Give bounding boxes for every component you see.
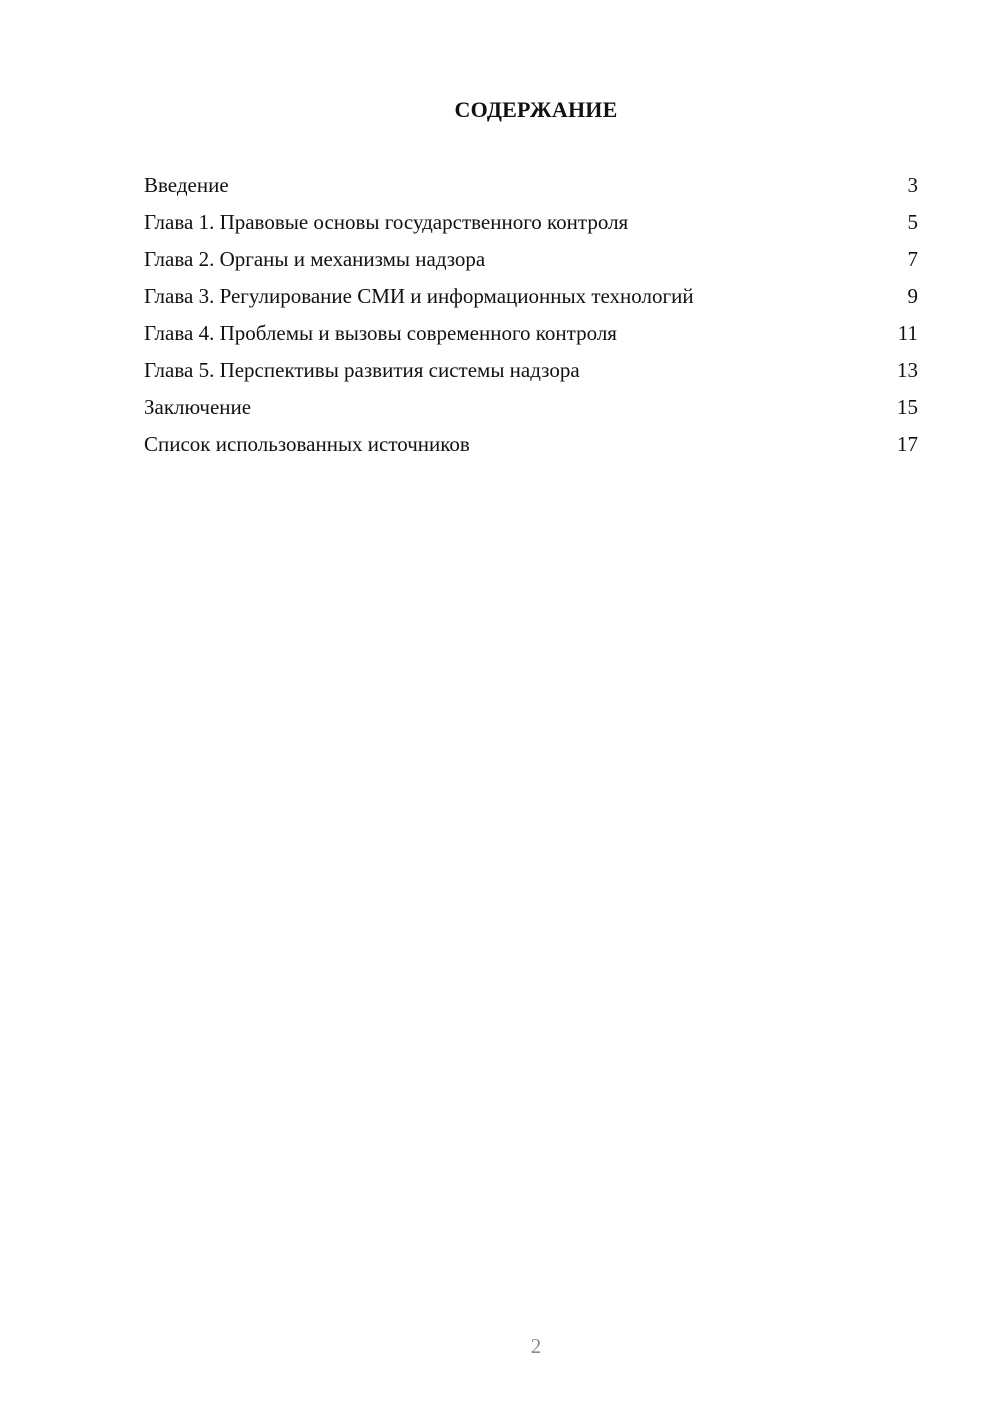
toc-entry-references bbox=[144, 429, 918, 466]
toc-entry-label: Список использованных источников bbox=[144, 432, 470, 456]
toc-entry-label: Глава 2. Органы и механизмы надзора bbox=[144, 247, 486, 271]
toc-entry-chapter-4 bbox=[144, 318, 918, 355]
toc-entry-label: Глава 1. Правовые основы государственного контроля bbox=[144, 210, 629, 234]
toc-entry-page: 11 bbox=[897, 321, 918, 345]
toc-entry-chapter-5 bbox=[144, 355, 918, 392]
toc-entry-page: 7 bbox=[907, 247, 918, 271]
toc-entry-introduction bbox=[144, 170, 918, 207]
toc-entry-label: Глава 3. Регулирование СМИ и информационных технологий bbox=[144, 284, 694, 308]
toc-heading: СОДЕРЖАНИЕ bbox=[454, 97, 618, 122]
toc-entry-page: 13 bbox=[897, 358, 918, 382]
toc-entry-page: 5 bbox=[907, 210, 918, 234]
toc-entry-label: Глава 5. Перспективы развития системы надзора bbox=[144, 358, 580, 382]
toc-entry-chapter-1 bbox=[144, 207, 918, 244]
toc-entry-label: Введение bbox=[144, 173, 229, 197]
toc-entry-chapter-3 bbox=[144, 281, 918, 318]
page-number: 2 bbox=[530, 1334, 542, 1358]
toc-entry-conclusion bbox=[144, 392, 918, 429]
table-of-contents bbox=[144, 170, 918, 466]
toc-entry-page: 9 bbox=[907, 284, 918, 308]
toc-entry-chapter-2 bbox=[144, 244, 918, 281]
toc-entry-page: 3 bbox=[907, 173, 918, 197]
toc-entry-page: 15 bbox=[897, 395, 918, 419]
toc-entry-label: Заключение bbox=[144, 395, 252, 419]
toc-entry-page: 17 bbox=[897, 432, 918, 456]
toc-entry-label: Глава 4. Проблемы и вызовы современного контроля bbox=[144, 321, 617, 345]
